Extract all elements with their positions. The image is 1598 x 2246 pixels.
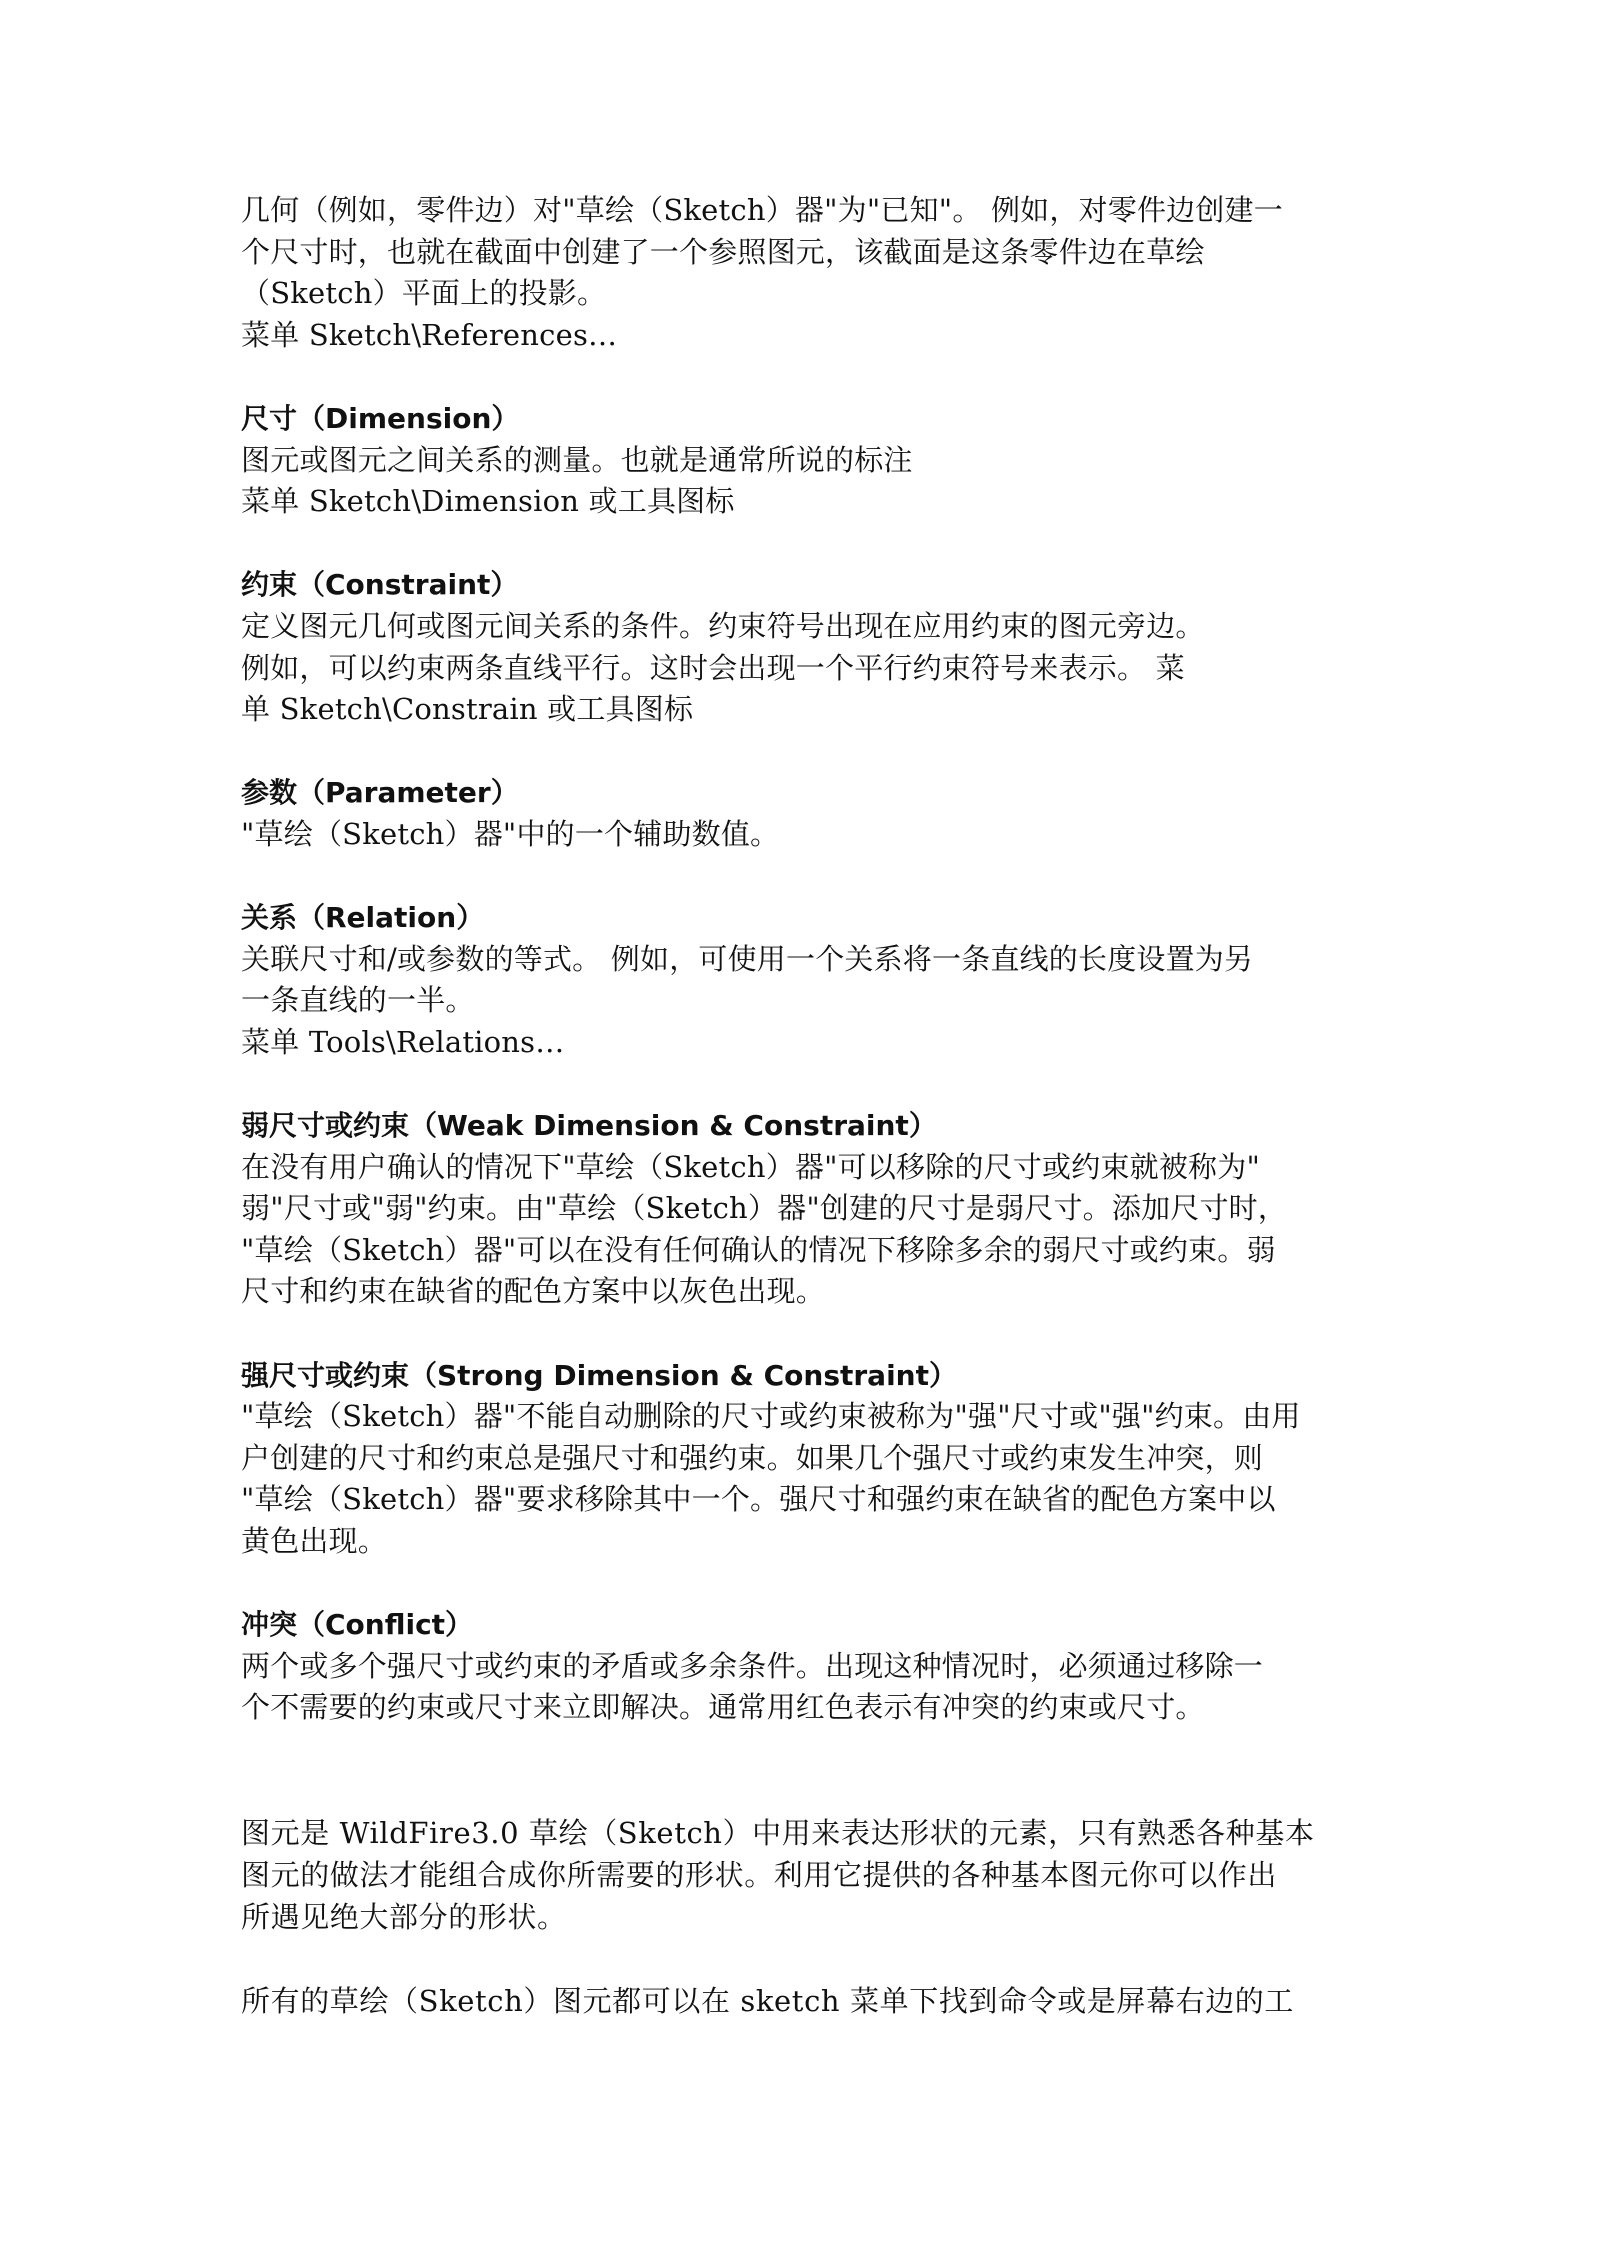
text-line: 个不需要的约束或尺寸来立即解决。通常用红色表示有冲突的约束或尺寸。 — [241, 1690, 1205, 1725]
text-line: 所有的草绘（Sketch）图元都可以在 sketch 菜单下找到命令或是屏幕右边的工 — [241, 1983, 1295, 2018]
text-line: 在没有用户确认的情况下"草绘（Sketch）器"可以移除的尺寸或约束就被称为" — [241, 1149, 1260, 1184]
text-line: "草绘（Sketch）器"中的一个辅助数值。 — [241, 816, 780, 851]
section-conflict — [241, 1604, 1361, 1729]
text-line: 户创建的尺寸和约束总是强尺寸和强约束。如果几个强尺寸或约束发生冲突，则 — [241, 1440, 1264, 1475]
section-heading: 弱尺寸或约束（Weak Dimension & Constraint） — [241, 1109, 937, 1143]
text-line: 定义图元几何或图元间关系的条件。约束符号出现在应用约束的图元旁边。 — [241, 608, 1205, 643]
menu-path-line: 菜单 Tools\Relations… — [241, 1024, 565, 1059]
text-line: 一条直线的一半。 — [241, 983, 475, 1018]
section-heading: 冲突（Conflict） — [241, 1608, 474, 1642]
section-strong-dimension — [241, 1355, 1361, 1563]
text-line: "草绘（Sketch）器"要求移除其中一个。强尺寸和强约束在缺省的配色方案中以 — [241, 1482, 1276, 1517]
text-line: 个尺寸时，也就在截面中创建了一个参照图元，该截面是这条零件边在草绘 — [241, 234, 1205, 269]
menu-path-line: 菜单 Sketch\References… — [241, 317, 618, 352]
text-line: "草绘（Sketch）器"可以在没有任何确认的情况下移除多余的弱尺寸或约束。弱 — [241, 1232, 1276, 1267]
text-line: 例如，可以约束两条直线平行。这时会出现一个平行约束符号来表示。 菜 — [241, 650, 1185, 685]
text-line: 图元的做法才能组合成你所需要的形状。利用它提供的各种基本图元你可以作出 — [241, 1858, 1278, 1893]
text-line: 尺寸和约束在缺省的配色方案中以灰色出现。 — [241, 1274, 826, 1309]
section-heading: 关系（Relation） — [241, 901, 485, 935]
section-relation — [241, 897, 1361, 1063]
document-page — [241, 190, 1361, 2022]
section-heading: 约束（Constraint） — [241, 568, 519, 602]
section-dimension — [241, 398, 1361, 523]
text-line: 几何（例如，零件边）对"草绘（Sketch）器"为"已知"。 例如，对零件边创建一 — [241, 193, 1283, 227]
section-heading: 强尺寸或约束（Strong Dimension & Constraint） — [241, 1358, 957, 1392]
text-line: 两个或多个强尺寸或约束的矛盾或多余条件。出现这种情况时，必须通过移除一 — [241, 1648, 1264, 1683]
section-heading: 参数（Parameter） — [241, 776, 519, 810]
section-parameter — [241, 772, 1361, 855]
intro-paragraph — [241, 190, 1361, 356]
text-line: （Sketch）平面上的投影。 — [241, 276, 607, 311]
section-heading: 尺寸（Dimension） — [241, 401, 520, 435]
closing-paragraph-1 — [241, 1812, 1361, 1938]
text-line: 图元或图元之间关系的测量。也就是通常所说的标注 — [241, 442, 913, 477]
menu-path-line: 菜单 Sketch\Dimension 或工具图标 — [241, 484, 735, 519]
section-weak-dimension — [241, 1105, 1361, 1313]
closing-paragraph-2 — [241, 1980, 1361, 2022]
text-line: 图元是 WildFire3.0 草绘（Sketch）中用来表达形状的元素，只有熟悉各种基本 — [241, 1816, 1315, 1851]
section-constraint — [241, 564, 1361, 730]
text-line: 所遇见绝大部分的形状。 — [241, 1900, 567, 1935]
text-line: 关联尺寸和/或参数的等式。 例如，可使用一个关系将一条直线的长度设置为另 — [241, 941, 1254, 976]
text-line: "草绘（Sketch）器"不能自动删除的尺寸或约束被称为"强"尺寸或"强"约束。由用 — [241, 1399, 1301, 1434]
text-line: 黄色出现。 — [241, 1524, 388, 1558]
text-line: 弱"尺寸或"弱"约束。由"草绘（Sketch）器"创建的尺寸是弱尺寸。添加尺寸时， — [241, 1191, 1288, 1226]
menu-path-line: 单 Sketch\Constrain 或工具图标 — [241, 692, 694, 727]
